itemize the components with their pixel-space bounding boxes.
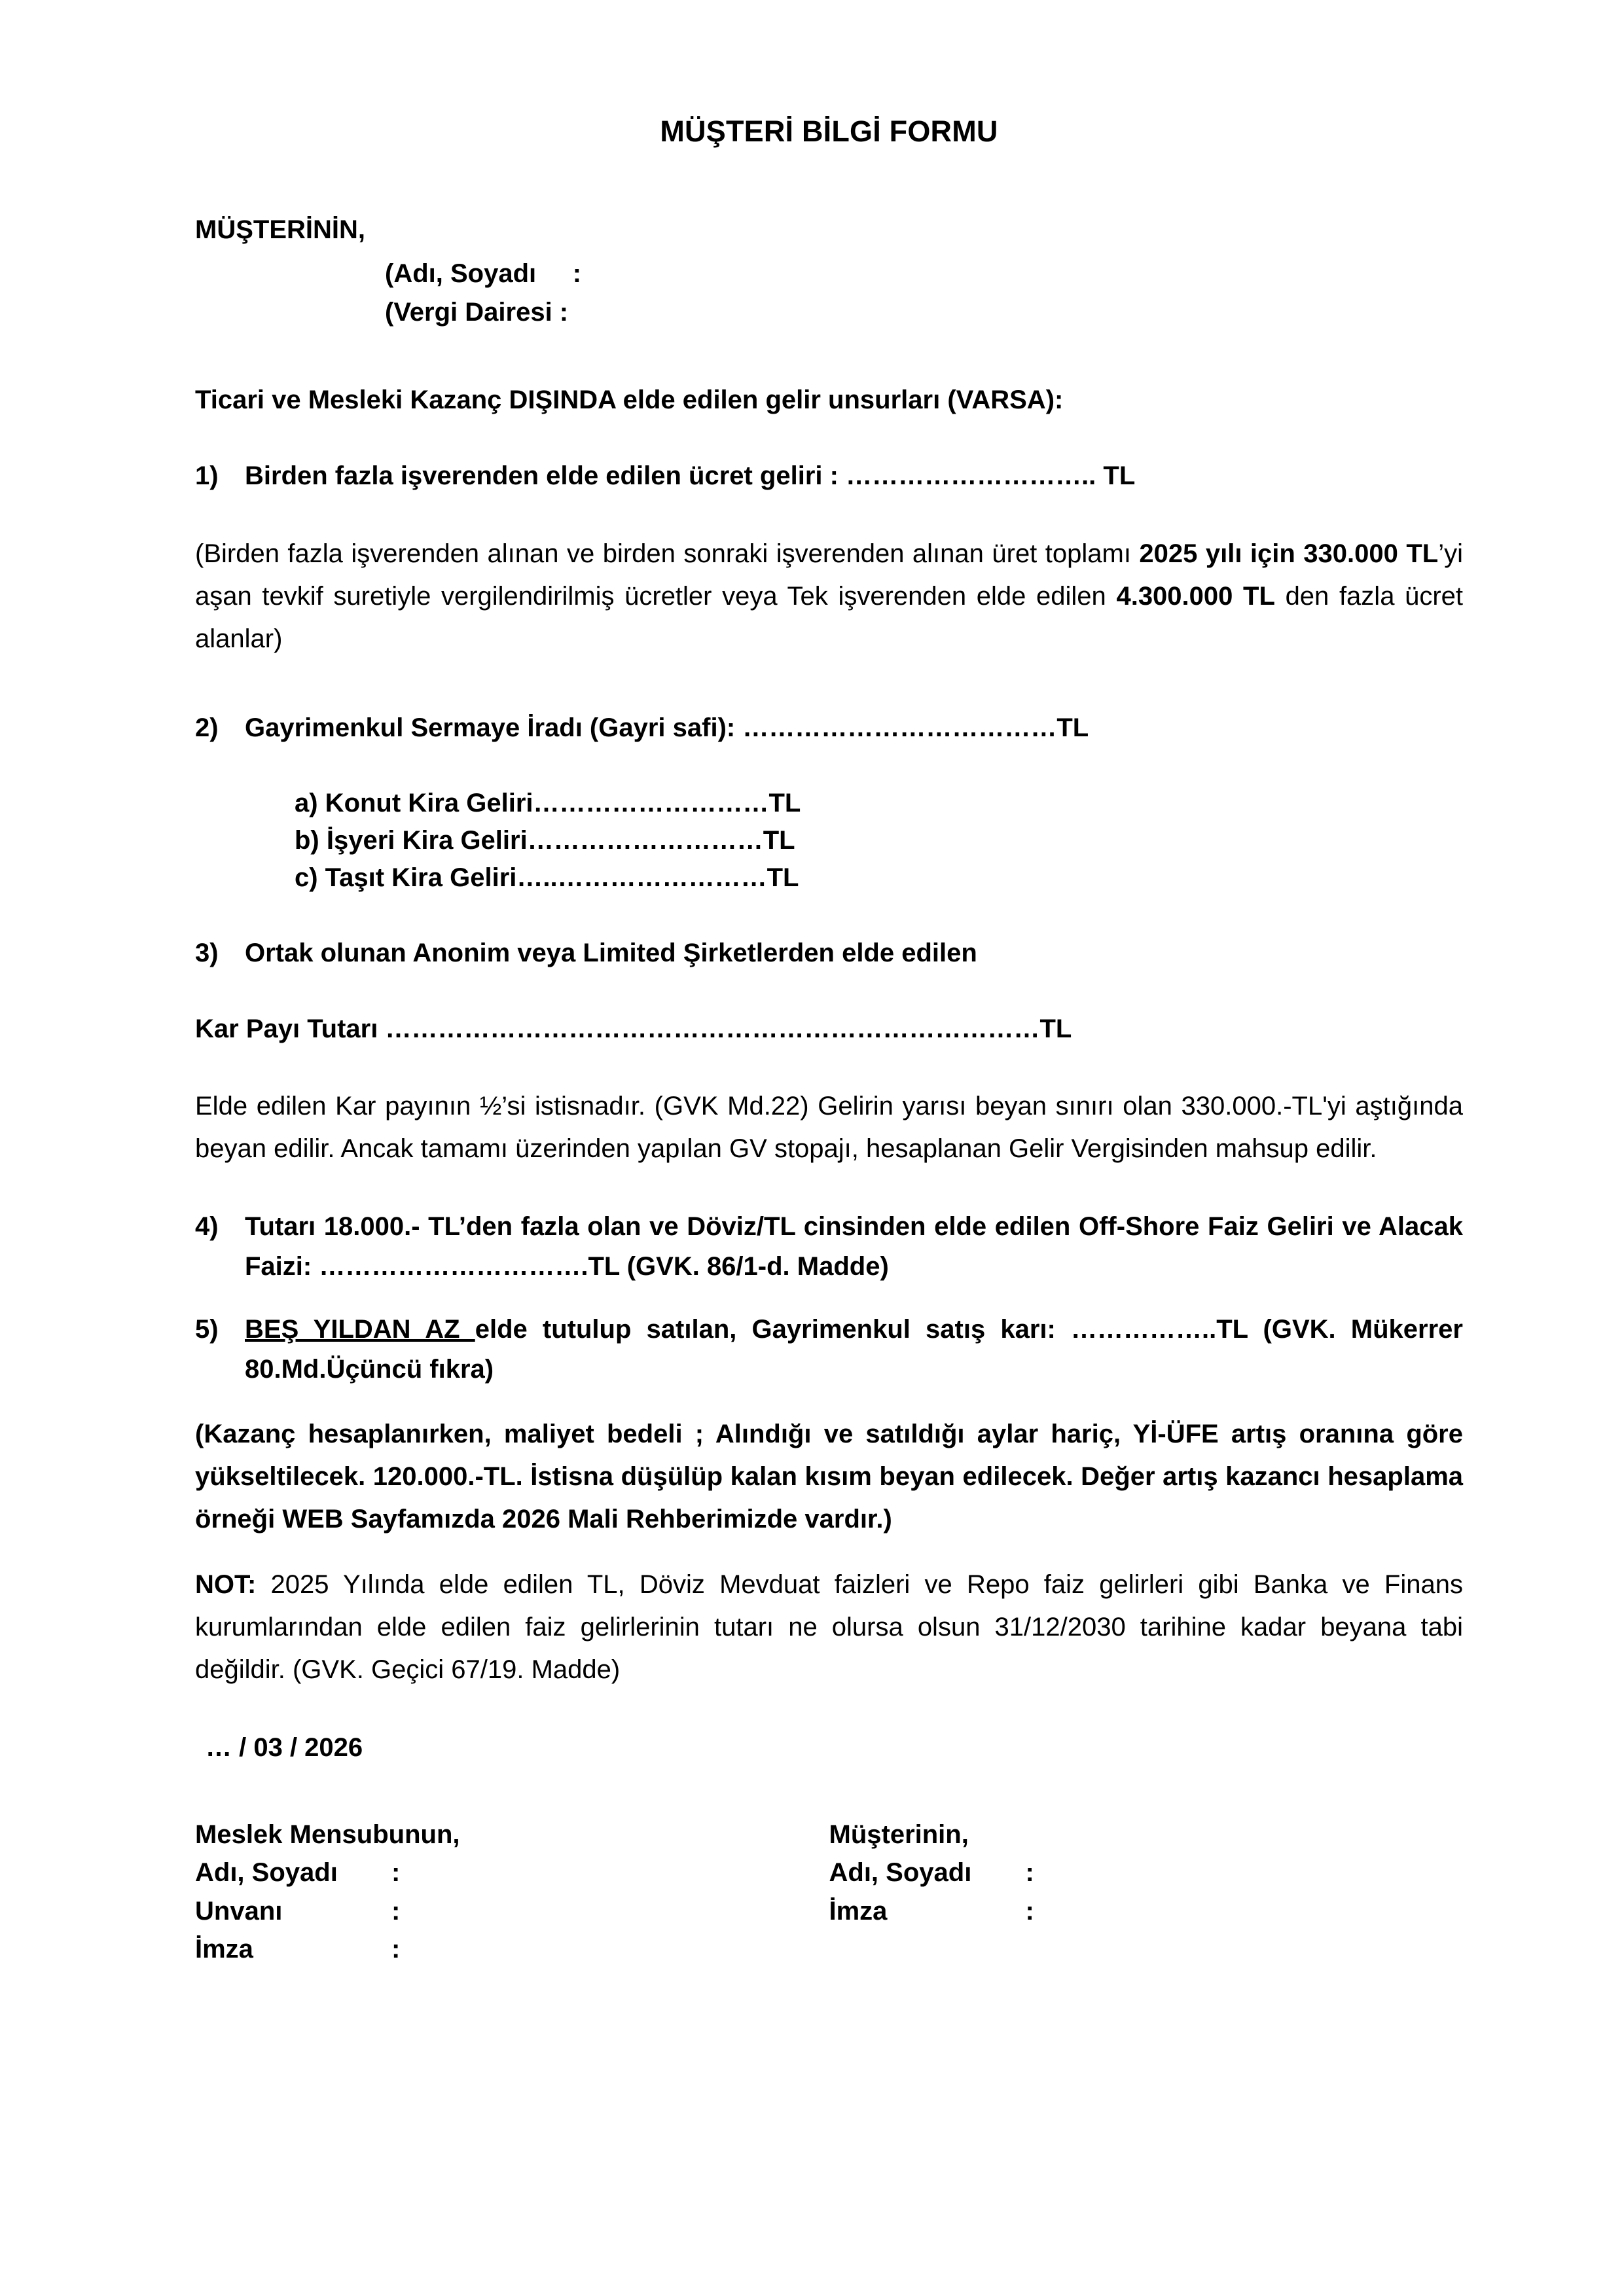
accountant-title-row[interactable]	[195, 1892, 829, 1930]
accountant-signature-row[interactable]	[195, 1930, 829, 1968]
accountant-name-label: Adı, Soyadı	[195, 1858, 338, 1888]
customer-signature-row[interactable]	[829, 1892, 1464, 1930]
customer-signature-value: :	[1025, 1896, 1034, 1926]
spacer	[195, 496, 1463, 533]
accountant-name-row[interactable]	[195, 1854, 829, 1892]
spacer	[195, 1390, 1463, 1413]
spacer	[195, 1767, 1463, 1816]
spacer	[195, 1691, 1463, 1728]
item-1-note-part2: ’yi aşan tevkif suretiyle vergilendirilmiş ücretler veya Tek işverenden elde edilen	[195, 539, 1464, 611]
accountant-signature-value: :	[391, 1935, 401, 1964]
spacer	[195, 1049, 1463, 1085]
date-field[interactable]: … / 03 / 2026	[206, 1732, 363, 1762]
list-item-2-label: Gayrimenkul Sermaye İradı (Gayri safi): ………………………………TL	[245, 713, 1089, 743]
customer-heading: Müşterinin,	[829, 1820, 969, 1849]
accountant-signature-label: İmza	[195, 1935, 253, 1964]
general-note	[195, 1564, 1463, 1691]
spacer	[195, 1170, 1463, 1207]
accountant-heading: Meslek Mensubunun,	[195, 1820, 460, 1849]
list-item-4	[195, 1207, 1463, 1287]
list-item-2b: b) İşyeri Kira Geliri………………………TL	[295, 825, 795, 855]
list-item-5	[195, 1310, 1463, 1390]
list-item-3	[195, 933, 1463, 973]
customer-tax-office-field[interactable]: (Vergi Dairesi :	[385, 297, 569, 327]
spacer	[195, 897, 1463, 933]
spacer	[195, 660, 1463, 708]
signature-block	[195, 1816, 1463, 1969]
spacer	[195, 748, 1463, 785]
list-item-2a: a) Konut Kira Geliri………………………TL	[295, 789, 801, 818]
accountant-name-value: :	[391, 1858, 401, 1888]
general-note-label: NOT:	[195, 1570, 257, 1600]
list-item-3-number: 3)	[195, 938, 219, 967]
general-note-text: 2025 Yılında elde edilen TL, Döviz Mevduat faizleri ve Repo faiz gelirleri gibi Banka ve Finans kurumlarından elde edilen faiz gelirlerinin tutarı ne olursa olsun 31/12/2030 tarihine kadar beyana tabi değildir. (GVK. Geçici 67/19. Madde)	[195, 1570, 1463, 1685]
income-section-heading: Ticari ve Mesleki Kazanç DIŞINDA elde edilen gelir unsurları (VARSA):	[195, 386, 1064, 415]
accountant-title-value: :	[391, 1896, 401, 1926]
item-1-note	[195, 533, 1463, 660]
spacer	[195, 1540, 1463, 1564]
profit-share-amount-line: Kar Payı Tutarı …………………………………………………………………TL	[195, 1014, 1072, 1044]
list-item-4-number: 4)	[195, 1211, 219, 1241]
list-item-1-number: 1)	[195, 461, 219, 491]
list-item-3-label: Ortak olunan Anonim veya Limited Şirketlerden elde edilen	[245, 938, 977, 967]
item-5-note: (Kazanç hesaplanırken, maliyet bedeli ; Alındığı ve satıldığı aylar hariç, Yİ-ÜFE artış oranına göre yükseltilecek. 120.000.-TL. İstisna düşülüp kalan kısım beyan edilecek. Değer artış kazancı hesaplama örneği WEB Sayfamızda 2026 Mali Rehberimizde vardır.)	[195, 1420, 1463, 1534]
customer-name-row[interactable]	[829, 1854, 1464, 1892]
list-item-5-number: 5)	[195, 1315, 219, 1344]
spacer	[195, 420, 1463, 456]
list-item-2	[195, 708, 1463, 748]
list-item-5-underlined-text: BEŞ YILDAN AZ	[245, 1315, 475, 1344]
spacer	[195, 332, 1463, 380]
list-item-5-label: elde tutulup satılan, Gayrimenkul satış karı: ……………..TL (GVK. Mükerrer 80.Md.Üçüncü fıkra)	[245, 1315, 1463, 1384]
customer-section-heading: MÜŞTERİNİN,	[195, 215, 365, 244]
item-1-note-bold-amount: 4.300.000 TL	[1116, 581, 1275, 611]
spacer	[195, 973, 1463, 1009]
list-item-4-label: Tutarı 18.000.- TL’den fazla olan ve Döviz/TL cinsinden elde edilen Off-Shore Faiz Geliri ve Alacak Faizi: ………………………….TL (GVK. 86/1-d. Madde)	[245, 1211, 1463, 1281]
list-item-2c: c) Taşıt Kira Geliri…..……………………TL	[295, 863, 799, 892]
item-1-note-part3: den fazla ücret alanlar)	[195, 581, 1464, 653]
list-item-2-number: 2)	[195, 713, 219, 743]
customer-signature-label: İmza	[829, 1896, 888, 1926]
list-item-1-label: Birden fazla işverenden elde edilen ücret geliri : ……………………….. TL	[245, 461, 1136, 491]
signature-column-accountant	[195, 1816, 829, 1969]
list-item-1	[195, 456, 1463, 496]
item-1-note-part1: (Birden fazla işverenden alınan ve birden sonraki işverenden alınan üret toplamı	[195, 539, 1140, 568]
item-3-note: Elde edilen Kar payının ½’si istisnadır. (GVK Md.22) Gelirin yarısı beyan sınırı olan 330.000.-TL'yi aştığında beyan edilir. Ancak tamamı üzerinden yapılan GV stopajı, hesaplanan Gelir Vergisinden mahsup edilir.	[195, 1092, 1463, 1164]
accountant-title-label: Unvanı	[195, 1896, 283, 1926]
page-title: MÜŞTERİ BİLGİ FORMU	[660, 115, 998, 148]
customer-name-label: Adı, Soyadı	[829, 1858, 972, 1888]
customer-name-field[interactable]: (Adı, Soyadı :	[385, 259, 582, 288]
signature-column-customer	[829, 1816, 1464, 1969]
spacer	[195, 1286, 1463, 1310]
item-1-note-bold-2025: 2025 yılı için 330.000 TL	[1139, 539, 1439, 568]
customer-name-value: :	[1025, 1858, 1034, 1888]
